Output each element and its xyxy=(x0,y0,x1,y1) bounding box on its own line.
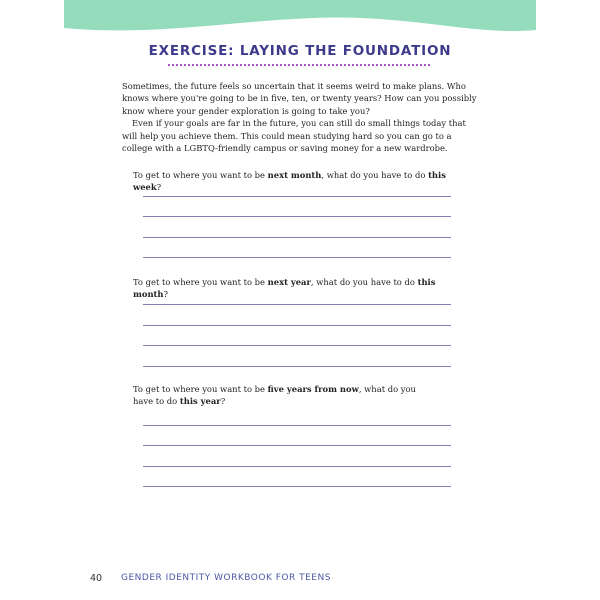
prompt-text: To get to where you want to be xyxy=(133,384,268,394)
prompt-next-month xyxy=(133,169,473,194)
prompt-text: , what do you have to do xyxy=(310,277,418,287)
prompt-bold-goal: next month xyxy=(267,170,322,180)
page-number: 40 xyxy=(90,573,103,584)
intro-text xyxy=(122,80,482,154)
answer-line[interactable] xyxy=(143,425,451,426)
prompt-text: To get to where you want to be xyxy=(133,277,268,287)
prompt-bold-timeframe: this week xyxy=(133,170,446,193)
book-title: GENDER IDENTITY WORKBOOK FOR TEENS xyxy=(121,573,331,583)
prompt-bold-timeframe: this year xyxy=(179,396,221,407)
exercise-title: EXERCISE: LAYING THE FOUNDATION xyxy=(148,43,452,59)
prompt-five-years xyxy=(133,383,433,408)
prompt-next-year xyxy=(133,276,473,301)
prompt-bold-timeframe: this month xyxy=(133,277,436,300)
prompt-text: ? xyxy=(163,289,168,300)
answer-line[interactable] xyxy=(143,486,451,487)
answer-line[interactable] xyxy=(143,466,451,467)
intro-paragraph-2: Even if your goals are far in the future, you can still do small things today that will help you achieve them. This could mean studying hard so you can go to a college with a LGBTQ-friendly campus or saving money for a new wardrobe. xyxy=(122,118,466,154)
answer-line[interactable] xyxy=(143,366,451,367)
answer-line[interactable] xyxy=(143,237,451,238)
answer-line[interactable] xyxy=(143,325,451,326)
answer-line[interactable] xyxy=(143,345,451,346)
prompt-bold-goal: next year xyxy=(267,277,311,287)
header-wave-decoration xyxy=(64,0,536,38)
prompt-text: ? xyxy=(220,396,226,407)
answer-line[interactable] xyxy=(143,445,451,446)
prompt-text: , what do you have to do xyxy=(133,384,416,407)
prompt-text: To get to where you want to be xyxy=(133,170,268,180)
answer-line[interactable] xyxy=(143,216,451,217)
prompt-text: ? xyxy=(156,182,162,193)
prompt-bold-goal: five years from now xyxy=(267,384,359,394)
intro-paragraph-1: Sometimes, the future feels so uncertain that it seems weird to make plans. Who knows where you're going to be in five, ten, or twenty years? How can you possibly know where your gender exploration is going to take you? xyxy=(122,81,477,116)
answer-line[interactable] xyxy=(143,304,451,305)
prompt-text: , what do you have to do xyxy=(321,170,429,180)
title-dotted-underline xyxy=(168,64,430,66)
answer-line[interactable] xyxy=(143,196,451,197)
answer-line[interactable] xyxy=(143,257,451,258)
